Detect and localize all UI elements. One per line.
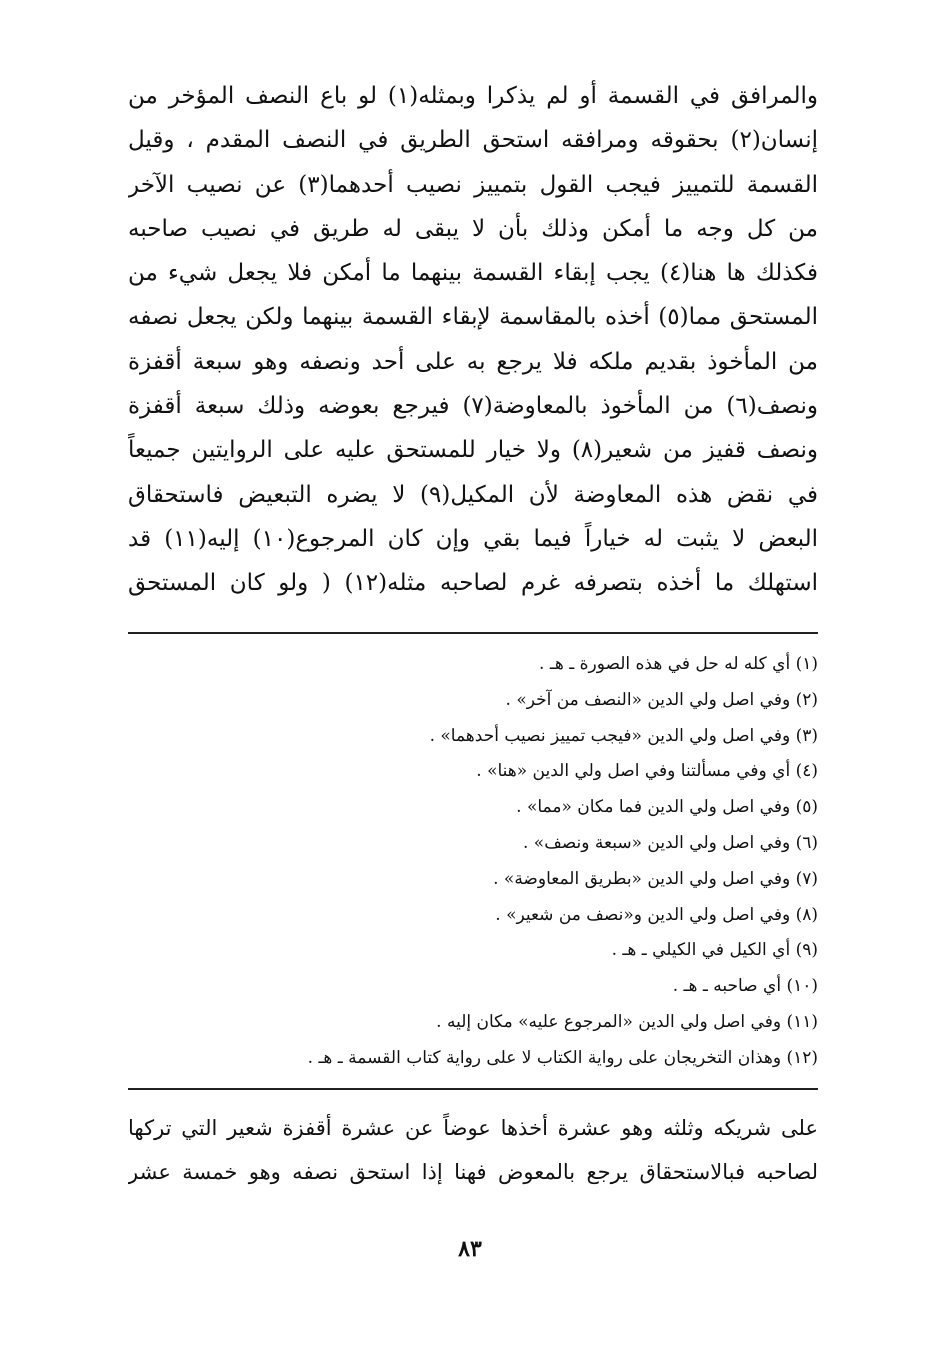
main-text-line: من المأخوذ بقديم ملكه فلا يرجع به على أحد ونصفه وهو سبعة أقفزة bbox=[128, 348, 818, 375]
main-text-line: المستحق مما(٥) أخذه بالمقاسمة لإبقاء القسمة بينهما ولكن يجعل نصفه bbox=[128, 304, 818, 331]
footnotes-block bbox=[130, 647, 818, 1077]
footnote: (٨) وفي اصل ولي الدين و«نصف من شعير» . bbox=[495, 904, 818, 925]
main-text-line: من كل وجه ما أمكن وذلك بأن لا يبقى له طريق في نصيب صاحبه bbox=[128, 215, 818, 242]
footnote: (٥) وفي اصل ولي الدين فما مكان «مما» . bbox=[516, 797, 818, 818]
footnote: (٢) وفي اصل ولي الدين «النصف من آخر» . bbox=[505, 689, 818, 710]
main-text-line: البعض لا يثبت له خياراً فيما بقي وإن كان المرجوع(١٠) إليه(١١) قد bbox=[128, 525, 818, 552]
commentary-separator bbox=[128, 1088, 818, 1090]
page-number: ٨٣ bbox=[458, 1236, 482, 1262]
footnote: (٤) أي وفي مسألتنا وفي اصل ولي الدين «هنا» . bbox=[476, 761, 818, 782]
commentary-text-block bbox=[128, 1106, 818, 1194]
main-text-line: استهلك ما أخذه بتصرفه غرم لصاحبه مثله(١٢) ( ولو كان المستحق bbox=[128, 570, 818, 597]
main-text-line: إنسان(٢) بحقوقه ومرافقه استحق الطريق في النصف المقدم ، وقيل bbox=[128, 127, 818, 154]
main-text-line: والمرافق في القسمة أو لم يذكرا وبمثله(١) لو باع النصف المؤخر من bbox=[128, 83, 818, 109]
commentary-text-line: لصاحبه فبالاستحقاق يرجع بالمعوض فهنا إذا استحق نصفه وهو خمسة عشر bbox=[128, 1160, 818, 1184]
footnote: (١) أي كله له حل في هذه الصورة ـ هـ . bbox=[539, 654, 818, 674]
main-text-line: ونصف(٦) من المأخوذ بالمعاوضة(٧) فيرجع بعوضه وذلك سبعة أقفزة bbox=[128, 393, 818, 420]
footnote-separator bbox=[128, 632, 818, 634]
main-text-line: في نقض هذه المعاوضة لأن المكيل(٩) لا يضره التبعيض فاستحقاق bbox=[128, 481, 818, 508]
footnote: (٣) وفي اصل ولي الدين «فيجب تمييز نصيب أحدهما» . bbox=[429, 725, 818, 746]
footnote: (١١) وفي اصل ولي الدين «المرجوع عليه» مكان إليه . bbox=[436, 1011, 818, 1032]
main-text-block bbox=[128, 74, 818, 606]
footnote: (١٢) وهذان التخريجان على رواية الكتاب لا على رواية كتاب القسمة ـ هـ . bbox=[307, 1047, 818, 1068]
footnote: (٧) وفي اصل ولي الدين «بطريق المعاوضة» . bbox=[493, 868, 818, 889]
footnote: (٦) وفي اصل ولي الدين «سبعة ونصف» . bbox=[522, 832, 818, 853]
commentary-text-line: على شريكه وثلثه وهو عشرة أخذها عوضاً عن عشرة أقفزة شعير التي تركها bbox=[128, 1116, 818, 1140]
footnote: (١٠) أي صاحبه ـ هـ . bbox=[672, 976, 818, 997]
footnote: (٩) أي الكيل في الكيلي ـ هـ . bbox=[611, 940, 818, 961]
main-text-line: القسمة للتمييز فيجب القول بتمييز نصيب أحدهما(٣) عن نصيب الآخر bbox=[128, 171, 818, 198]
main-text-line: فكذلك ها هنا(٤) يجب إبقاء القسمة بينهما ما أمكن فلا يجعل شيء من bbox=[128, 260, 818, 287]
main-text-line: ونصف قفيز من شعير(٨) ولا خيار للمستحق عليه على الروايتين جميعاً bbox=[128, 437, 818, 464]
